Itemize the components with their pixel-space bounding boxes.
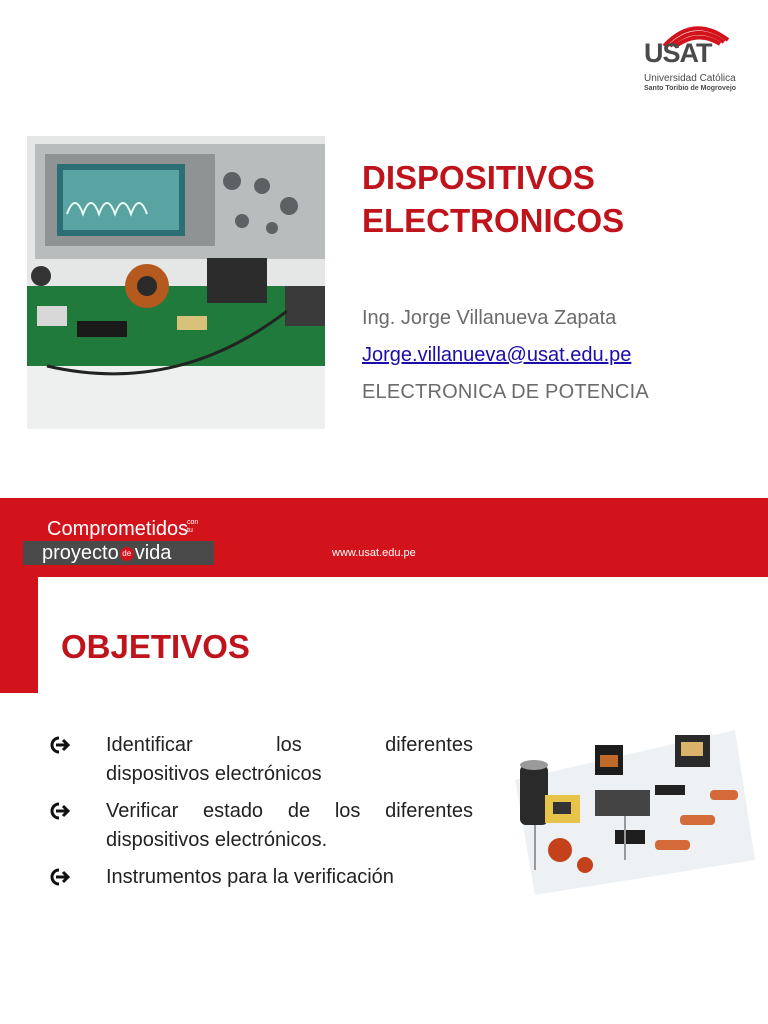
circled-arrow-icon [48, 867, 70, 887]
circled-arrow-icon [48, 801, 70, 821]
presentation-title [362, 156, 624, 242]
bullet-2-line-1: Verificar estado de los diferentes [106, 800, 473, 822]
objectives-list [48, 731, 473, 900]
motto-line-1: Comprometidos [47, 518, 189, 540]
bullet-1-line-2: dispositivos electrónicos [106, 763, 322, 785]
motto-con: con [187, 519, 199, 526]
logo-wordmark: USAT [644, 38, 712, 68]
electronic-components-photo [505, 720, 755, 895]
logo-university-subname: Santo Toribio de Mogrovejo [644, 85, 737, 92]
title-line-2: ELECTRONICOS [362, 202, 625, 239]
objectives-title: OBJETIVOS [61, 628, 250, 665]
footer-band [0, 498, 768, 577]
circled-arrow-icon [48, 735, 70, 755]
website-url[interactable]: www.usat.edu.pe [332, 547, 416, 559]
bullet-1-line-1: Identificar los diferentes [106, 734, 473, 756]
title-line-1: DISPOSITIVOS [362, 159, 595, 196]
motto-con-tu [187, 519, 198, 535]
list-item [48, 863, 473, 892]
motto-tu: tu [187, 527, 193, 534]
slide-accent-bar [0, 577, 38, 693]
motto-word-proyecto: proyecto [42, 542, 119, 564]
list-item [48, 731, 473, 789]
motto-de-badge: de [120, 547, 134, 561]
course-name: ELECTRONICA DE POTENCIA [362, 381, 649, 403]
author-email-link[interactable]: Jorge.villanueva@usat.edu.pe [362, 344, 632, 366]
motto-word-vida: vida [134, 542, 172, 564]
bullet-3-line-1: Instrumentos para la verificación [106, 866, 394, 888]
motto-line-2 [42, 541, 171, 565]
bullet-2-line-2: dispositivos electrónicos. [106, 829, 328, 851]
list-item [48, 797, 473, 855]
author-name: Ing. Jorge Villanueva Zapata [362, 307, 617, 329]
logo-university-name: Universidad Católica [644, 73, 736, 84]
usat-logo [642, 18, 742, 98]
oscilloscope-photo [27, 136, 325, 429]
